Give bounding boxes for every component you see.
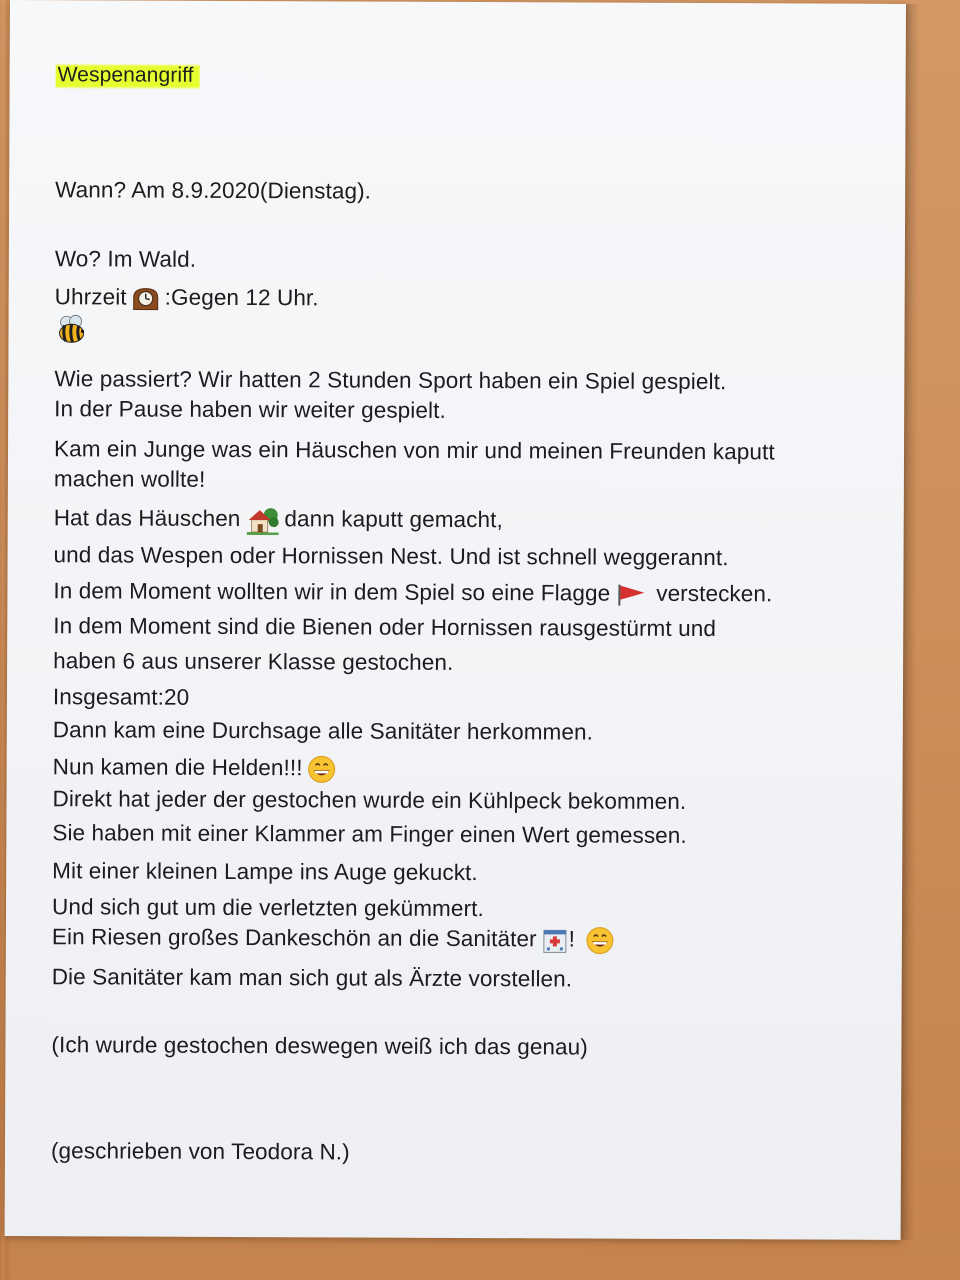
line-stung: haben 6 aus unserer Klasse gestochen.	[53, 648, 454, 675]
line-pause: In der Pause haben wir weiter gespielt.	[54, 396, 446, 423]
line-thanks	[52, 922, 615, 956]
thanks-text: Ein Riesen großes Dankeschön an die Sanitäter	[51, 924, 537, 952]
document-body	[50, 0, 876, 1165]
line-clamp: Sie haben mit einer Klammer am Finger einen Wert gemessen.	[52, 820, 687, 848]
line-cooling: Direkt hat jeder der gestochen wurde ein Kühlpeck bekommen.	[52, 786, 687, 814]
paper-sheet	[5, 0, 906, 1240]
line-where: Wo? Im Wald.	[54, 246, 197, 272]
line-how: Wie passiert? Wir hatten 2 Stunden Sport haben ein Spiel gespielt.	[54, 366, 727, 395]
house-text-start: Hat das Häuschen	[53, 505, 241, 532]
line-nest: und das Wespen oder Hornissen Nest. Und ist schnell weggerannt.	[53, 542, 729, 571]
line-lamp: Mit einer kleinen Lampe ins Auge gekuckt.	[52, 858, 478, 886]
grinning-face-icon	[585, 926, 615, 956]
hospital-icon	[541, 926, 569, 954]
bee-line	[54, 314, 90, 346]
line-announcement: Dann kam eine Durchsage alle Sanitäter herkommen.	[52, 717, 594, 745]
house-text-end: dann kaputt gemacht,	[284, 506, 503, 533]
flag-text-end: verstecken.	[656, 580, 773, 607]
line-house	[54, 503, 503, 536]
honeybee-icon	[54, 314, 90, 346]
triangular-flag-icon	[616, 583, 646, 607]
grinning-face-icon	[307, 754, 337, 784]
line-author: (geschrieben von Teodora N.)	[50, 1138, 350, 1165]
line-when: Wann? Am 8.9.2020(Dienstag).	[55, 177, 372, 204]
line-care: Und sich gut um die verletzten gekümmert.	[51, 894, 484, 922]
line-time	[55, 282, 319, 313]
house-with-garden-icon	[246, 505, 278, 535]
line-boy: Kam ein Junge was ein Häuschen von mir und meinen Freunden kaputt	[53, 436, 775, 465]
thanks-exclamation: !	[568, 926, 576, 952]
line-heroes	[53, 752, 337, 784]
line-total: Insgesamt:20	[52, 684, 190, 710]
flag-text-start: In dem Moment wollten wir in dem Spiel so eine Flagge	[53, 578, 611, 606]
line-flag	[53, 576, 772, 609]
line-bees: In dem Moment sind die Bienen oder Hornissen rausgestürmt und	[53, 613, 717, 642]
mantelpiece-clock-icon	[131, 286, 161, 312]
time-value: :Gegen 12 Uhr.	[164, 284, 319, 311]
heroes-text: Nun kamen die Helden!!!	[52, 754, 303, 781]
line-doctors: Die Sanitäter kam man sich gut als Ärzte vorstellen.	[51, 964, 573, 992]
document-title: Wespenangriff	[56, 60, 200, 91]
line-note: (Ich wurde gestochen deswegen weiß ich das genau)	[51, 1032, 588, 1060]
line-wanted: machen wollte!	[53, 466, 206, 492]
time-label: Uhrzeit	[54, 284, 127, 310]
